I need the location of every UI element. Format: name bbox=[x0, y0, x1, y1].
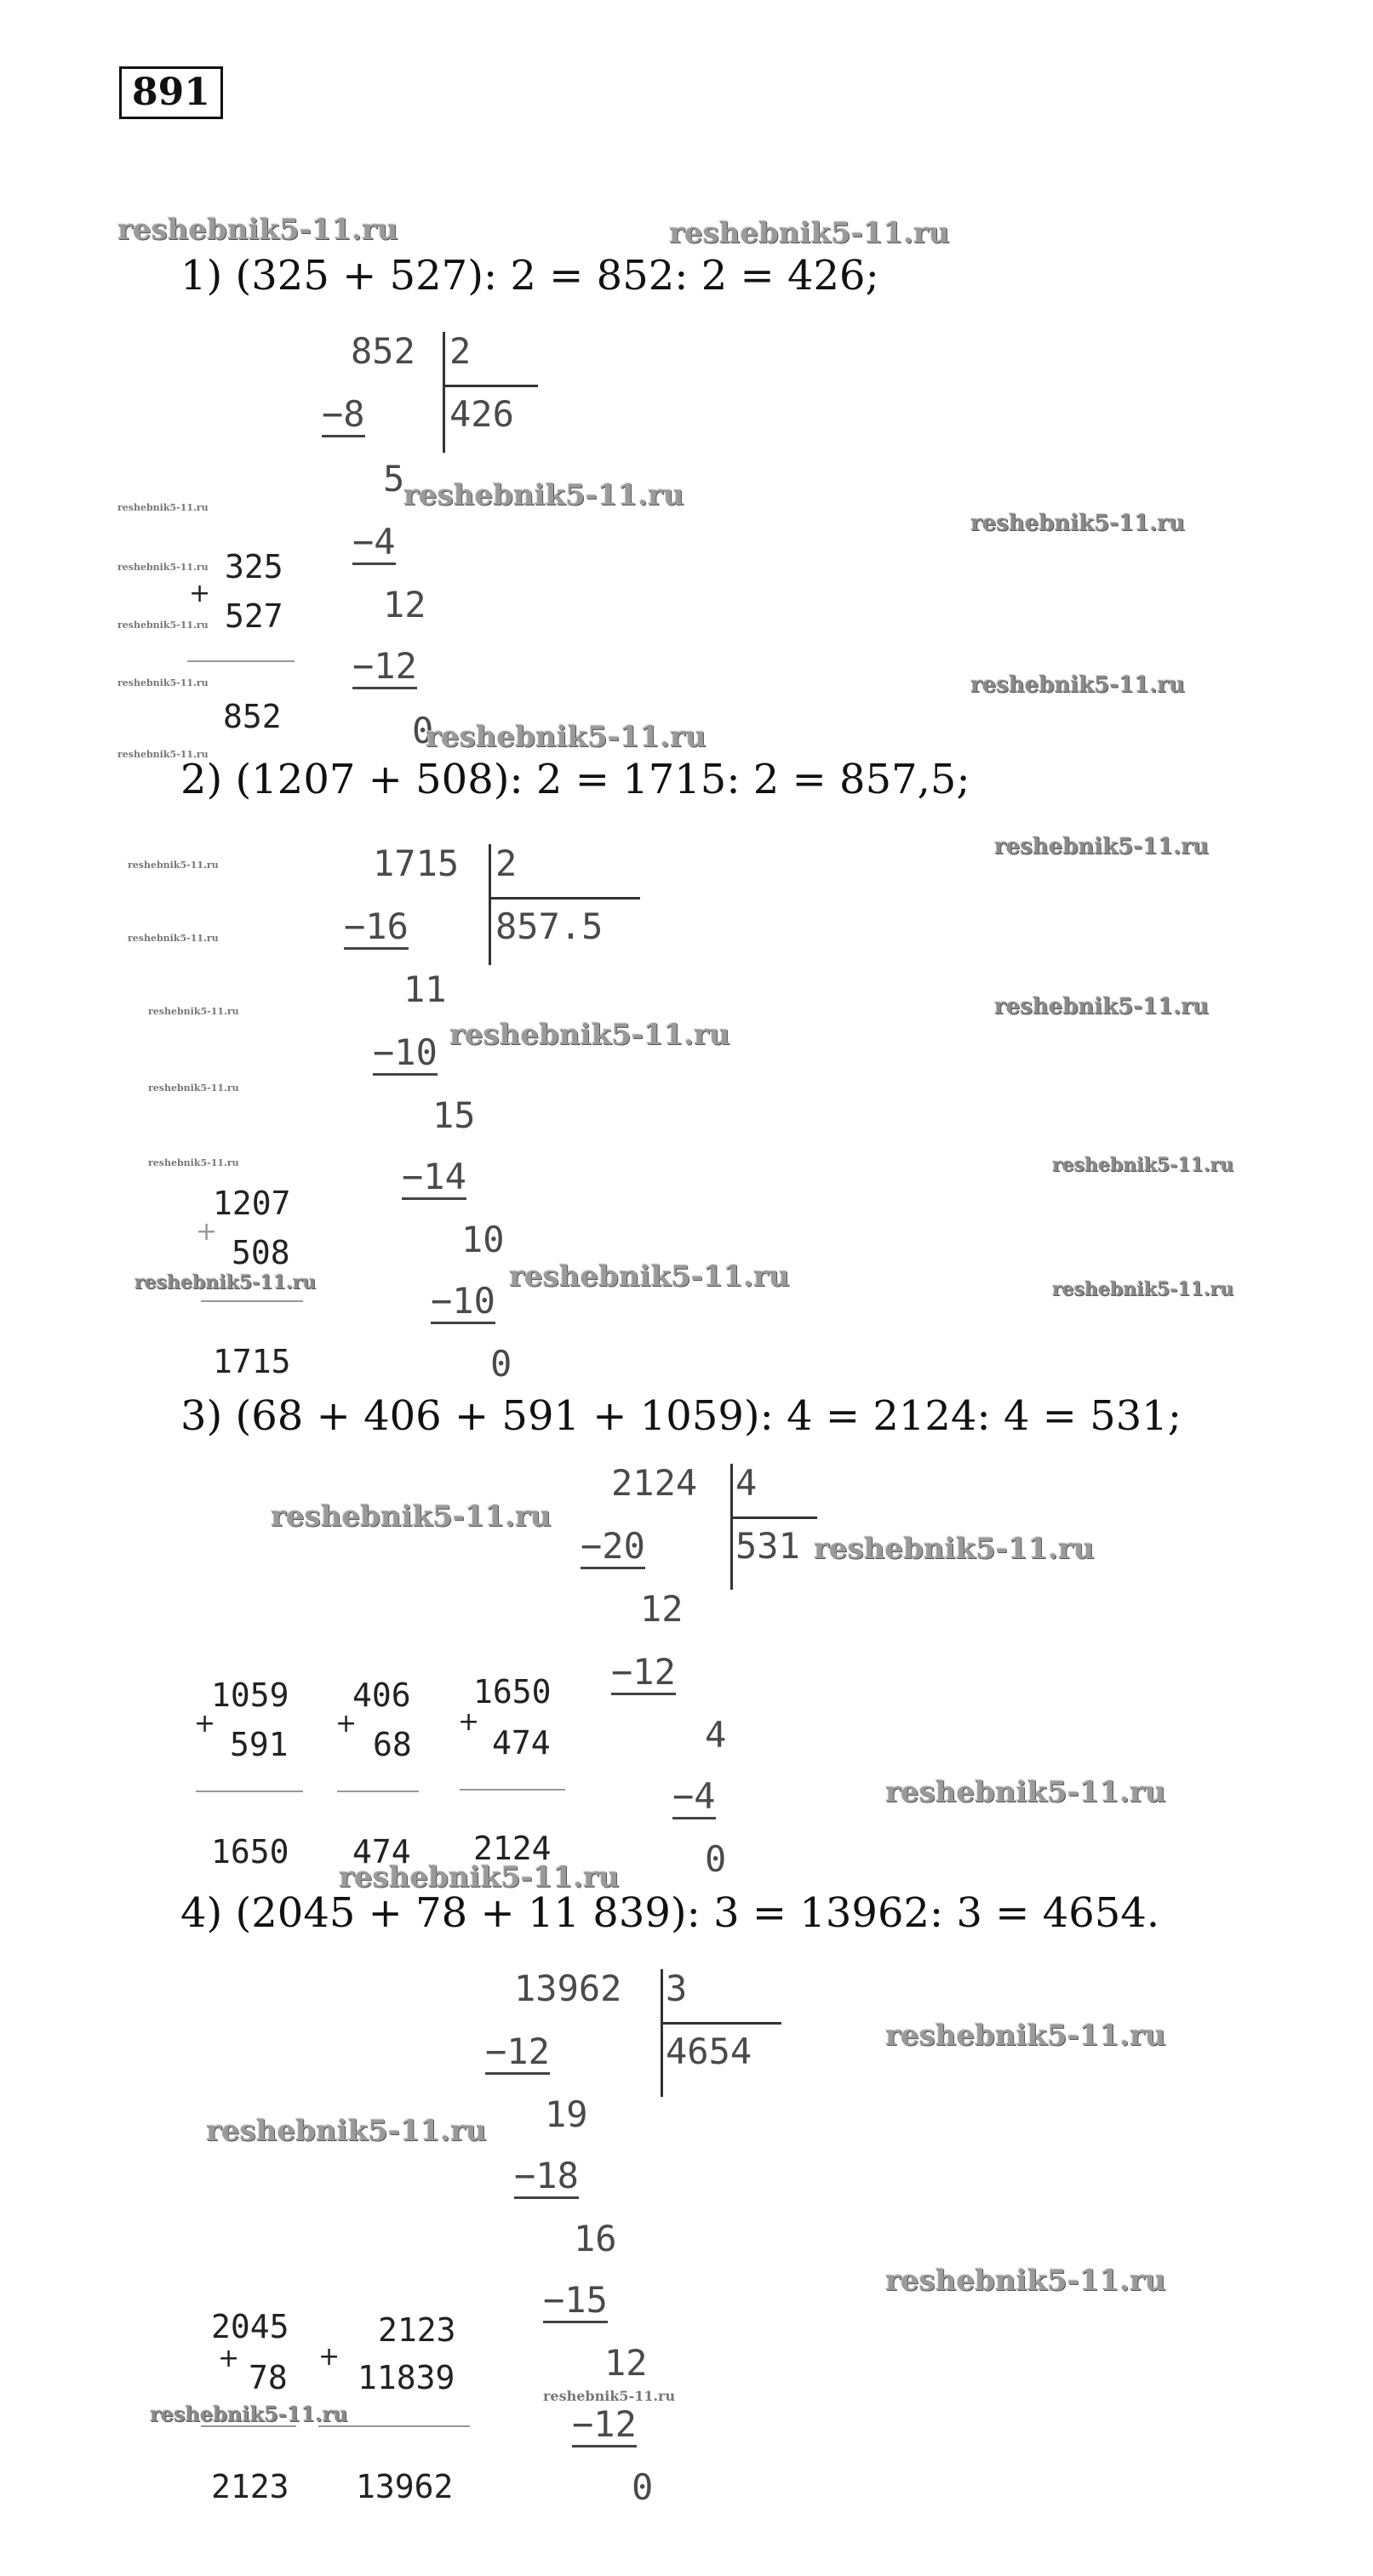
p3-add3-bottom: 474 bbox=[492, 1724, 551, 1762]
p3-add2-top: 406 bbox=[352, 1676, 411, 1714]
task-number-box bbox=[119, 66, 223, 119]
watermark: reshebnik5-11.ru bbox=[543, 2388, 676, 2404]
p4-step-6: 12 bbox=[604, 2342, 648, 2384]
p2-add-top: 1207 bbox=[213, 1185, 291, 1222]
p4-add2-result: 13962 bbox=[356, 2468, 454, 2505]
watermark: reshebnik5-11.ru bbox=[134, 1271, 317, 1294]
watermark: reshebnik5-11.ru bbox=[339, 1860, 620, 1894]
p4-add1-bottom: 78 bbox=[249, 2359, 288, 2396]
watermark: reshebnik5-11.ru bbox=[885, 1775, 1166, 1809]
watermark: reshebnik5-11.ru bbox=[150, 2402, 348, 2426]
p1-divisor: 2 bbox=[449, 330, 472, 372]
p3-add3-line bbox=[460, 1789, 565, 1791]
p1-division-hline bbox=[443, 385, 538, 387]
watermark: reshebnik5-11.ru bbox=[117, 213, 398, 247]
watermark: reshebnik5-11.ru bbox=[970, 511, 1186, 536]
watermark: reshebnik5-11.ru bbox=[148, 1006, 239, 1017]
p3-divisor: 4 bbox=[735, 1462, 758, 1504]
p4-add2-bottom: 11839 bbox=[358, 2359, 455, 2396]
p1-add-top: 325 bbox=[225, 548, 283, 585]
p2-divisor: 2 bbox=[495, 842, 518, 884]
p4-division-bar bbox=[661, 1969, 663, 2097]
watermark: reshebnik5-11.ru bbox=[814, 1532, 1095, 1566]
p1-division-bar bbox=[443, 332, 445, 453]
watermark: reshebnik5-11.ru bbox=[1052, 1154, 1234, 1176]
p3-add2-line bbox=[337, 1791, 419, 1792]
p2-step-6: 10 bbox=[461, 1219, 505, 1260]
p4-add1-result: 2123 bbox=[211, 2468, 289, 2505]
watermark: reshebnik5-11.ru bbox=[148, 1157, 239, 1168]
p2-step-1: −16 bbox=[344, 905, 409, 950]
p3-add1-top: 1059 bbox=[211, 1676, 289, 1714]
p1-step-6: 0 bbox=[412, 710, 434, 751]
p3-step-5: −4 bbox=[672, 1775, 716, 1819]
watermark: reshebnik5-11.ru bbox=[885, 2019, 1166, 2053]
watermark: reshebnik5-11.ru bbox=[970, 672, 1186, 698]
watermark: reshebnik5-11.ru bbox=[128, 933, 219, 944]
watermark: reshebnik5-11.ru bbox=[117, 749, 209, 760]
p3-add2-bottom: 68 bbox=[373, 1726, 412, 1763]
task-number: 891 bbox=[132, 71, 210, 114]
p1-step-3: −4 bbox=[352, 521, 396, 565]
p2-quotient: 857.5 bbox=[495, 905, 604, 947]
watermark: reshebnik5-11.ru bbox=[449, 1018, 730, 1052]
problem-2-heading: 2) (1207 + 508): 2 = 1715: 2 = 857,5; bbox=[180, 756, 970, 803]
p4-add1-top: 2045 bbox=[211, 2308, 289, 2345]
p1-plus: + bbox=[189, 579, 211, 608]
p2-step-3: −10 bbox=[373, 1031, 438, 1076]
p4-add2-plus: + bbox=[318, 2342, 340, 2372]
p4-quotient: 4654 bbox=[666, 2031, 752, 2072]
watermark: reshebnik5-11.ru bbox=[117, 562, 209, 573]
p4-step-4: 16 bbox=[574, 2218, 617, 2259]
watermark: reshebnik5-11.ru bbox=[117, 502, 209, 513]
p1-step-4: 12 bbox=[383, 584, 426, 625]
p2-add-result: 1715 bbox=[213, 1343, 291, 1380]
problem-1-heading: 1) (325 + 527): 2 = 852: 2 = 426; bbox=[180, 252, 879, 300]
p4-step-1: −12 bbox=[485, 2031, 550, 2075]
watermark: reshebnik5-11.ru bbox=[669, 216, 950, 250]
p3-step-6: 0 bbox=[705, 1838, 727, 1880]
watermark: reshebnik5-11.ru bbox=[403, 478, 684, 512]
p2-dividend: 1715 bbox=[373, 842, 460, 884]
p4-step-3: −18 bbox=[514, 2155, 579, 2199]
p1-step-5: −12 bbox=[352, 645, 417, 689]
p4-step-8: 0 bbox=[632, 2466, 654, 2508]
p2-step-4: 15 bbox=[432, 1094, 476, 1136]
p4-step-7: −12 bbox=[572, 2403, 637, 2447]
p4-add2-top: 2123 bbox=[378, 2311, 456, 2349]
p3-step-2: 12 bbox=[640, 1588, 684, 1630]
watermark: reshebnik5-11.ru bbox=[885, 2264, 1166, 2298]
watermark: reshebnik5-11.ru bbox=[128, 860, 219, 871]
p3-add1-result: 1650 bbox=[211, 1833, 289, 1871]
p1-add-result: 852 bbox=[223, 698, 282, 735]
p2-division-bar bbox=[489, 844, 491, 965]
watermark: reshebnik5-11.ru bbox=[206, 2114, 487, 2148]
p3-dividend: 2124 bbox=[611, 1462, 698, 1504]
p4-divisor: 3 bbox=[666, 1968, 688, 2009]
p3-add1-line bbox=[196, 1791, 303, 1792]
p3-step-4: 4 bbox=[705, 1714, 727, 1756]
p3-add1-bottom: 591 bbox=[230, 1726, 289, 1763]
watermark: reshebnik5-11.ru bbox=[509, 1259, 790, 1294]
p3-add2-plus: + bbox=[335, 1709, 358, 1739]
p2-add-bottom: 508 bbox=[232, 1234, 290, 1271]
p3-add2-result: 474 bbox=[352, 1833, 411, 1871]
watermark: reshebnik5-11.ru bbox=[117, 620, 209, 631]
watermark: reshebnik5-11.ru bbox=[426, 720, 707, 754]
watermark: reshebnik5-11.ru bbox=[994, 994, 1210, 1020]
watermark: reshebnik5-11.ru bbox=[148, 1082, 239, 1094]
p1-add-line bbox=[187, 660, 295, 662]
p3-add1-plus: + bbox=[194, 1709, 216, 1739]
p4-step-2: 19 bbox=[545, 2093, 588, 2135]
p3-division-bar bbox=[730, 1464, 733, 1590]
p1-step-1: −8 bbox=[322, 393, 365, 437]
problem-3-heading: 3) (68 + 406 + 591 + 1059): 4 = 2124: 4 = 531; bbox=[180, 1392, 1181, 1440]
watermark: reshebnik5-11.ru bbox=[1052, 1278, 1234, 1300]
p3-add3-result: 2124 bbox=[473, 1830, 552, 1867]
p2-step-5: −14 bbox=[402, 1156, 466, 1200]
p1-quotient: 426 bbox=[449, 393, 514, 435]
p3-quotient: 531 bbox=[735, 1525, 800, 1567]
p3-step-1: −20 bbox=[581, 1525, 645, 1569]
p2-step-7: −10 bbox=[431, 1280, 495, 1324]
problem-4-heading: 4) (2045 + 78 + 11 839): 3 = 13962: 3 = 4654. bbox=[180, 1889, 1160, 1937]
p1-dividend: 852 bbox=[351, 330, 415, 372]
p2-division-hline bbox=[489, 897, 640, 900]
p4-add1-plus: + bbox=[218, 2344, 240, 2373]
p2-step-2: 11 bbox=[403, 968, 447, 1010]
p2-step-8: 0 bbox=[490, 1343, 512, 1385]
p3-division-hline bbox=[730, 1516, 817, 1519]
watermark: reshebnik5-11.ru bbox=[271, 1499, 552, 1534]
p3-add3-plus: + bbox=[458, 1707, 480, 1737]
p1-step-2: 5 bbox=[383, 458, 405, 500]
p4-step-5: −15 bbox=[543, 2279, 608, 2323]
p4-dividend: 13962 bbox=[514, 1968, 622, 2009]
watermark: reshebnik5-11.ru bbox=[117, 677, 209, 688]
p1-add-bottom: 527 bbox=[225, 597, 283, 635]
p3-step-3: −12 bbox=[611, 1651, 676, 1695]
p2-plus: + bbox=[196, 1217, 218, 1247]
p3-add3-top: 1650 bbox=[473, 1673, 552, 1711]
p2-add-line bbox=[201, 1300, 303, 1302]
p4-division-hline bbox=[661, 2022, 781, 2025]
watermark: reshebnik5-11.ru bbox=[994, 834, 1210, 860]
